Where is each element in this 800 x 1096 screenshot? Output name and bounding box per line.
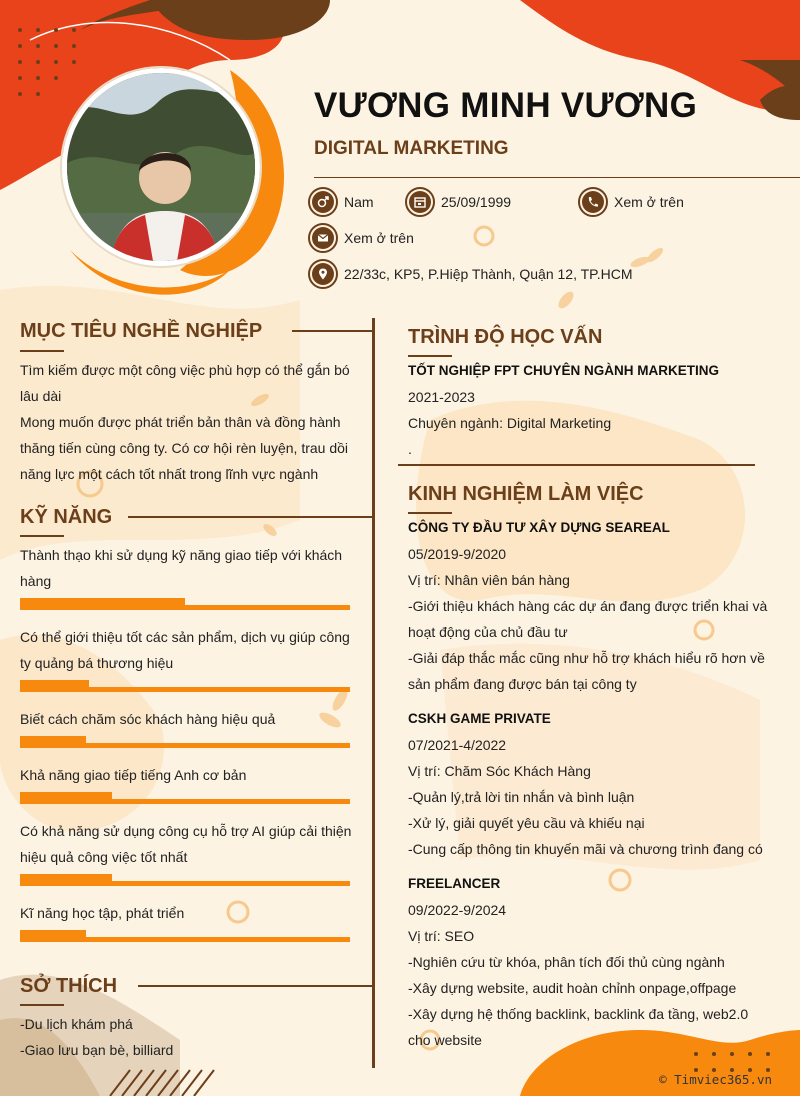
education-rule [398,464,755,466]
location-icon [308,259,338,289]
skill-label: Thành thạo khi sử dụng kỹ năng giao tiếp với khách [20,547,343,563]
skill-label: Có thể giới thiệu tốt các sản phẩm, dịch vụ giúp công [20,629,350,645]
skill-bar-track [20,881,350,886]
education-period: 2021-2023 [408,389,475,405]
job-line: hoạt động của chủ đầu tư [408,624,568,640]
job-line: -Giới thiệu khách hàng các dự án đang được triển khai và [408,598,768,614]
hobbies-underline [20,1004,64,1006]
skill-item [20,900,360,926]
gender-item [308,187,374,217]
skill-level-bar [20,598,350,610]
education-block [408,358,778,462]
skill-item [20,762,360,788]
job-period: 07/2021-4/2022 [408,737,507,753]
objective-line: thăng tiến cùng công ty. Có cơ hội rèn luyện, trau dồi [20,440,349,456]
skill-item [20,706,360,732]
address-value: 22/33c, KP5, P.Hiệp Thành, Quận 12, TP.HCM [344,266,633,282]
experience-heading: KINH NGHIỆM LÀM VIỆC [408,483,644,505]
skill-level-bar [20,680,350,692]
skill-item [20,818,360,870]
header-divider [314,177,800,178]
hobbies-rule [138,985,372,987]
skill-label: Khả năng giao tiếp tiếng Anh cơ bản [20,767,247,783]
skill-label: Kĩ năng học tập, phát triển [20,905,185,921]
job-line: sản phẩm đang được bán tại công ty [408,676,637,692]
objective-heading: MỤC TIÊU NGHỀ NGHIỆP [20,320,263,342]
job-line: -Xử lý, giải quyết yêu cầu và khiếu nại [408,815,645,831]
job-line: -Xây dựng website, audit hoàn chỉnh onpage,offpage [408,980,737,996]
skill-item [20,624,360,676]
job-line: -Nghiên cứu từ khóa, phân tích đối thủ cùng ngành [408,954,725,970]
skills-heading: KỸ NĂNG [20,506,113,528]
skill-item [20,542,360,594]
gender-value: Nam [344,194,374,210]
job-title: DIGITAL MARKETING [314,138,509,159]
education-major: Chuyên ngành: Digital Marketing [408,415,612,431]
email-value: Xem ở trên [344,230,414,246]
job-entry [408,706,778,862]
objective-underline [20,350,64,352]
education-underline [408,355,452,357]
objective-text [20,357,360,487]
birthday-item [405,187,511,217]
hobby-line: -Du lịch khám phá [20,1016,133,1032]
skill-bar-track [20,687,350,692]
job-line: Vị trí: Chăm Sóc Khách Hàng [408,763,591,779]
job-line: -Giải đáp thắc mắc cũng như hỗ trợ khách hiểu rõ hơn về [408,650,765,666]
job-line: -Cung cấp thông tin khuyến mãi và chương trình đang có [408,841,763,857]
job-line: Vị trí: Nhân viên bán hàng [408,572,570,588]
hobbies-text [20,1011,360,1063]
education-note: . [408,441,412,457]
email-icon [308,223,338,253]
job-company: CSKH GAME PRIVATE [408,711,551,726]
calendar-icon [405,187,435,217]
hobbies-heading: SỞ THÍCH [20,975,118,997]
skills-underline [20,535,64,537]
column-divider [372,318,375,1068]
job-line: cho website [408,1032,482,1048]
skill-bar-track [20,743,350,748]
job-company: CÔNG TY ĐẦU TƯ XÂY DỰNG SEAREAL [408,520,670,535]
skill-level-bar [20,930,350,942]
gender-icon [308,187,338,217]
education-heading: TRÌNH ĐỘ HỌC VẤN [408,326,603,348]
skills-rule [128,516,372,518]
hobby-line: -Giao lưu bạn bè, billiard [20,1042,174,1058]
candidate-name: VƯƠNG MINH VƯƠNG [314,86,698,125]
skill-bar-track [20,605,350,610]
profile-photo-illustration [67,73,255,261]
school-name: TỐT NGHIỆP FPT CHUYÊN NGÀNH MARKETING [408,363,720,378]
phone-value: Xem ở trên [614,194,684,210]
job-company: FREELANCER [408,876,501,891]
job-entry [408,871,778,1053]
skill-level-bar [20,736,350,748]
job-line: Vị trí: SEO [408,928,475,944]
skill-label: hiệu quả công việc tốt nhất [20,849,188,865]
objective-line: năng lực một cách tốt nhất trong lĩnh vực ngành [20,466,319,482]
skill-level-bar [20,874,350,886]
job-period: 05/2019-9/2020 [408,546,507,562]
objective-line: lâu dài [20,388,62,404]
job-line: -Xây dựng hệ thống backlink, backlink đa tầng, web2.0 [408,1006,749,1022]
skill-bar-track [20,799,350,804]
skill-label: Có khả năng sử dụng công cụ hỗ trợ AI giúp cải thiện [20,823,352,839]
skill-label: ty quảng bá thương hiệu [20,655,174,671]
job-period: 09/2022-9/2024 [408,902,507,918]
job-line: -Quản lý,trả lời tin nhắn và bình luận [408,789,635,805]
birthday-value: 25/09/1999 [441,194,512,210]
job-entry [408,515,778,697]
objective-line: Tìm kiếm được một công việc phù hợp có thể gắn bó [20,362,350,378]
skill-bar-track [20,937,350,942]
footer-watermark: © Timviec365.vn [659,1072,772,1087]
phone-icon [578,187,608,217]
experience-underline [408,512,452,514]
skill-label: hàng [20,573,52,589]
profile-photo [62,68,260,266]
email-item [308,223,414,253]
objective-rule [292,330,372,332]
phone-item [578,187,684,217]
objective-line: Mong muốn được phát triển bản thân và đồng hành [20,414,341,430]
address-item [308,259,632,289]
skill-label: Biết cách chăm sóc khách hàng hiệu quả [20,711,276,727]
skill-level-bar [20,792,350,804]
